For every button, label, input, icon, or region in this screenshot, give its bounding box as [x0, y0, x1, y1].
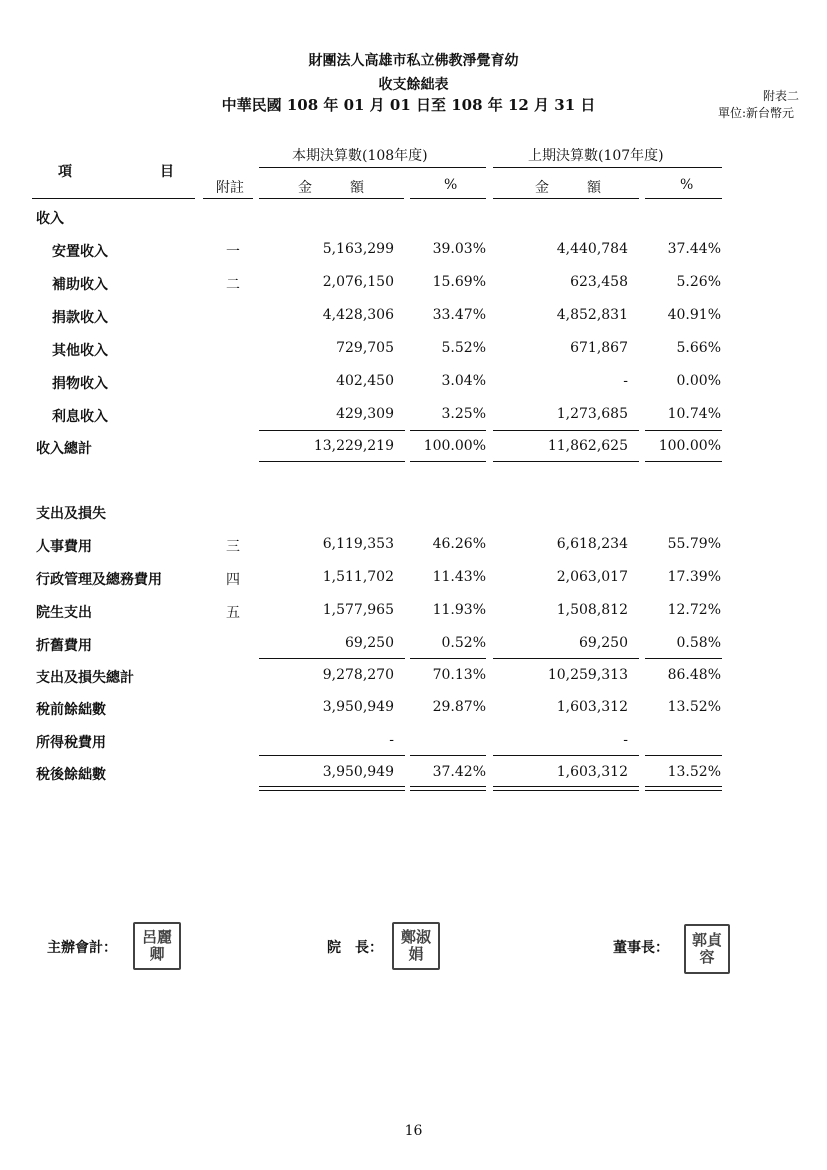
row-current-pct: 11.93% — [432, 602, 486, 618]
row-label: 支出及損失總計 — [36, 670, 134, 686]
current-group-rule — [259, 167, 486, 168]
row-prior-amount: 623,458 — [570, 274, 628, 290]
double-rule — [493, 790, 639, 791]
row-current-amount: 9,278,270 — [322, 667, 394, 683]
sum-rule — [645, 461, 722, 462]
double-rule — [493, 786, 639, 787]
row-prior-amount: 11,862,625 — [547, 438, 628, 454]
row-current-amount: 5,163,299 — [322, 241, 394, 257]
prior-group-rule — [493, 167, 722, 168]
expense-section-title: 支出及損失 — [36, 506, 106, 522]
row-label: 人事費用 — [36, 539, 92, 555]
double-rule — [259, 786, 405, 787]
row-prior-amount: 2,063,017 — [556, 569, 628, 585]
row-prior-pct: 55.79% — [667, 536, 721, 552]
row-label: 收入總計 — [36, 441, 92, 457]
row-note: 一 — [226, 244, 240, 260]
col-prev-amount-b: 額 — [587, 180, 601, 196]
col-prev-amount-a: 金 — [535, 180, 549, 196]
row-label: 補助收入 — [52, 277, 108, 293]
row-note: 四 — [226, 572, 240, 588]
row-prior-pct: 0.00% — [676, 373, 721, 389]
header-rule-note — [203, 198, 253, 199]
accountant-seal-stamp — [133, 922, 181, 970]
row-prior-pct: 13.52% — [667, 699, 721, 715]
col-cur-amount-b: 額 — [350, 180, 364, 196]
sum-rule — [259, 658, 405, 659]
row-prior-amount: 1,508,812 — [556, 602, 628, 618]
row-prior-pct: 40.91% — [667, 307, 721, 323]
page-number: 16 — [404, 1123, 423, 1139]
row-current-amount: 6,119,353 — [322, 536, 394, 552]
income-section-title: 收入 — [36, 211, 64, 227]
row-prior-amount: 1,273,685 — [556, 406, 628, 422]
double-rule — [410, 786, 486, 787]
row-label: 利息收入 — [52, 409, 108, 425]
row-current-pct: 0.52% — [441, 635, 486, 651]
col-note: 附註 — [216, 180, 244, 196]
row-current-pct: 3.25% — [441, 406, 486, 422]
col-prior-group: 上期決算數(107年度) — [528, 148, 664, 164]
unit-label: 單位:新台幣元 — [718, 106, 795, 120]
appendix-label: 附表二 — [763, 89, 800, 103]
row-prior-pct: 10.74% — [667, 406, 721, 422]
row-prior-pct: 5.26% — [676, 274, 721, 290]
row-current-amount: 1,511,702 — [322, 569, 394, 585]
sum-rule — [493, 658, 639, 659]
row-current-pct: 33.47% — [432, 307, 486, 323]
row-prior-amount: 671,867 — [570, 340, 628, 356]
row-label: 稅後餘絀數 — [36, 767, 106, 783]
org-name: 財團法人高雄市私立佛教淨覺育幼 — [308, 53, 519, 69]
director-seal-stamp — [392, 922, 440, 970]
row-current-amount: 2,076,150 — [322, 274, 394, 290]
row-current-pct: 100.00% — [423, 438, 486, 454]
row-prior-pct: 100.00% — [658, 438, 721, 454]
sum-rule — [259, 461, 405, 462]
header-rule-prev-pct — [645, 198, 722, 199]
sum-rule — [410, 430, 486, 431]
sum-rule — [645, 658, 722, 659]
col-item-a: 項 — [58, 164, 72, 180]
sum-rule — [493, 755, 639, 756]
double-rule — [645, 786, 722, 787]
row-current-pct: 11.43% — [432, 569, 486, 585]
col-cur-pct: % — [444, 177, 458, 193]
sum-rule — [645, 430, 722, 431]
row-label: 折舊費用 — [36, 638, 92, 654]
row-label: 行政管理及總務費用 — [36, 572, 162, 588]
row-current-amount: 429,309 — [336, 406, 394, 422]
row-prior-amount: - — [623, 732, 628, 748]
header-rule-cur-amt — [259, 198, 404, 199]
sum-rule — [259, 755, 405, 756]
double-rule — [259, 790, 405, 791]
row-current-amount: 3,950,949 — [322, 699, 394, 715]
row-label: 捐款收入 — [52, 310, 108, 326]
row-label: 稅前餘絀數 — [36, 702, 106, 718]
row-prior-amount: 1,603,312 — [556, 764, 628, 780]
double-rule — [410, 790, 486, 791]
double-rule — [645, 790, 722, 791]
row-prior-pct: 86.48% — [667, 667, 721, 683]
sum-rule — [493, 461, 639, 462]
row-prior-pct: 17.39% — [667, 569, 721, 585]
sum-rule — [410, 658, 486, 659]
row-current-amount: 1,577,965 — [322, 602, 394, 618]
row-current-amount: 402,450 — [336, 373, 394, 389]
row-prior-pct: 0.58% — [676, 635, 721, 651]
row-label: 安置收入 — [52, 244, 108, 260]
row-label: 院生支出 — [36, 605, 92, 621]
row-label: 所得稅費用 — [36, 735, 106, 751]
row-current-pct: 5.52% — [441, 340, 486, 356]
row-note: 二 — [226, 277, 240, 293]
chairman-seal-stamp — [684, 924, 730, 974]
col-cur-amount-a: 金 — [298, 180, 312, 196]
row-prior-pct: 13.52% — [667, 764, 721, 780]
col-prev-pct: % — [680, 177, 694, 193]
row-prior-amount: 1,603,312 — [556, 699, 628, 715]
row-prior-amount: 69,250 — [579, 635, 628, 651]
row-current-pct: 70.13% — [432, 667, 486, 683]
chairman-label: 董事長： — [613, 940, 669, 956]
row-current-pct: 46.26% — [432, 536, 486, 552]
row-current-amount: - — [389, 732, 394, 748]
director-seal: 鄭淑娟 — [400, 928, 431, 963]
accountant-seal: 呂麗卿 — [141, 928, 172, 963]
row-label: 其他收入 — [52, 343, 108, 359]
director-label: 院 長： — [327, 940, 383, 956]
row-prior-pct: 37.44% — [667, 241, 721, 257]
row-current-pct: 37.42% — [432, 764, 486, 780]
accountant-label: 主辦會計： — [47, 940, 117, 956]
row-prior-amount: 4,852,831 — [556, 307, 628, 323]
row-current-pct: 29.87% — [432, 699, 486, 715]
sum-rule — [410, 755, 486, 756]
col-item-b: 目 — [160, 164, 174, 180]
sum-rule — [645, 755, 722, 756]
row-current-amount: 729,705 — [336, 340, 394, 356]
row-current-amount: 13,229,219 — [313, 438, 394, 454]
header-rule-item — [32, 198, 195, 199]
header-rule-cur-pct — [410, 198, 486, 199]
row-label: 捐物收入 — [52, 376, 108, 392]
row-prior-amount: 6,618,234 — [556, 536, 628, 552]
row-current-pct: 15.69% — [432, 274, 486, 290]
row-prior-pct: 5.66% — [676, 340, 721, 356]
report-period: 中華民國 108 年 01 月 01 日至 108 年 12 月 31 日 — [221, 96, 596, 114]
sum-rule — [259, 430, 405, 431]
col-current-group: 本期決算數(108年度) — [292, 148, 428, 164]
row-current-amount: 3,950,949 — [322, 764, 394, 780]
header-rule-prev-amt — [493, 198, 639, 199]
sum-rule — [493, 430, 639, 431]
report-title: 收支餘絀表 — [378, 77, 449, 93]
row-current-pct: 39.03% — [432, 241, 486, 257]
row-prior-pct: 12.72% — [667, 602, 721, 618]
row-prior-amount: - — [623, 373, 628, 389]
chairman-seal: 郭貞容 — [691, 931, 722, 966]
row-note: 三 — [226, 539, 240, 555]
row-current-amount: 4,428,306 — [322, 307, 394, 323]
row-prior-amount: 4,440,784 — [556, 241, 628, 257]
row-note: 五 — [226, 605, 240, 621]
sum-rule — [410, 461, 486, 462]
row-current-pct: 3.04% — [441, 373, 486, 389]
row-current-amount: 69,250 — [345, 635, 394, 651]
row-prior-amount: 10,259,313 — [547, 667, 628, 683]
